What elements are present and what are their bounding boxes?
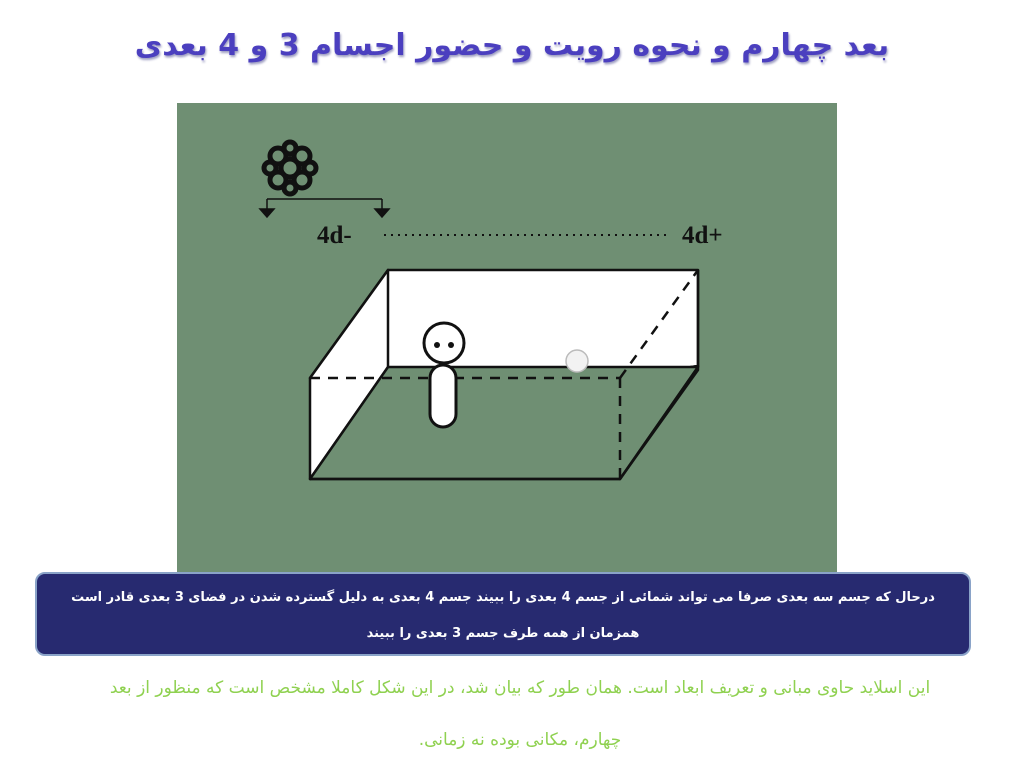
slide-title: بعد چهارم و نحوه رویت و حضور اجسام 3 و 4 بعدی — [134, 28, 890, 63]
4d-object-icon — [264, 142, 316, 194]
sphere-object — [566, 350, 588, 372]
note-text: این اسلاید حاوی مبانی و تعریف ابعاد است. همان طور که بیان شد، در این شکل کاملا مشخص است که منظور از بعد چهارم، مکانی بوده نه زمانی. — [109, 678, 931, 750]
range-bracket — [260, 199, 389, 217]
dimension-diagram — [177, 103, 837, 573]
label-4d-plus: 4d+ — [682, 222, 723, 249]
label-4d-minus: 4d- — [317, 222, 352, 249]
arrow-down-icon — [260, 209, 274, 217]
caption-box — [35, 572, 971, 656]
figure-head — [424, 323, 464, 363]
diagram-svg — [177, 103, 837, 573]
figure-body — [430, 365, 456, 427]
3d-box — [310, 270, 698, 479]
caption-text: درحال که جسم سه بعدی صرفا می تواند شمائی از جسم 4 بعدی را ببیند جسم 4 بعدی به دلیل گسترده شدن در فضای 3 بعدی قادر است همزمان از همه طرف جسم 3 بعدی را ببیند — [71, 590, 935, 641]
arrow-down-icon — [375, 209, 389, 217]
